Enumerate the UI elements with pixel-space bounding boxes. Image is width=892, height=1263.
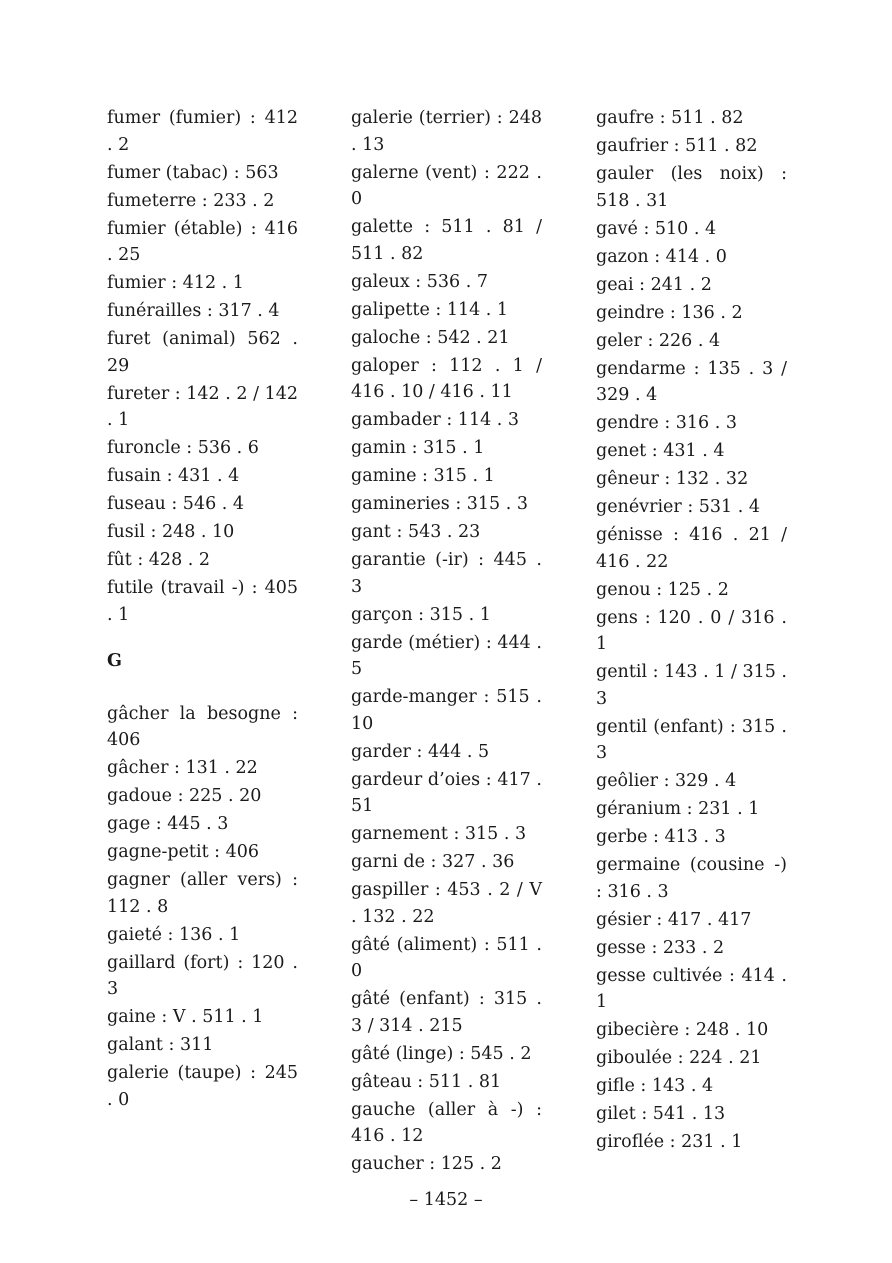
index-entry: galerie (terrier) : 248 . 13 <box>351 108 542 155</box>
index-entry: fût : 428 . 2 <box>107 550 211 570</box>
index-entry: garni de : 327 . 36 <box>351 852 515 872</box>
index-entry: gâteau : 511 . 81 <box>351 1071 502 1092</box>
index-entry: gaine : V . 511 . 1 <box>107 1007 264 1027</box>
index-entry: gifle : 143 . 4 <box>596 1076 714 1096</box>
index-entry: gamin : 315 . 1 <box>351 438 485 458</box>
index-entry: gazon : 414 . 0 <box>596 246 727 267</box>
index-entry: galerie (taupe) : 245 . 0 <box>107 1063 298 1110</box>
index-entry: galette : 511 . 81 / 511 . 82 <box>351 217 542 264</box>
index-entry: gamineries : 315 . 3 <box>351 494 528 514</box>
index-entry: gésier : 417 . 417 <box>596 909 752 930</box>
index-entry: gentil (enfant) : 315 . 3 <box>596 716 787 763</box>
index-entry: gavé : 510 . 4 <box>596 218 717 239</box>
index-entry: gaufre : 511 . 82 <box>596 108 744 128</box>
index-entry: gambader : 114 . 3 <box>351 410 520 430</box>
entry-group <box>107 105 298 628</box>
index-entry: giroflée : 231 . 1 <box>596 1132 743 1152</box>
index-entry: gaieté : 136 . 1 <box>107 924 241 945</box>
index-entry: garde-manger : 515 . 10 <box>351 687 542 734</box>
index-entry: gêneur : 132 . 32 <box>596 469 749 489</box>
index-entry: gendre : 316 . 3 <box>596 413 737 433</box>
index-column-1 <box>107 105 298 1115</box>
index-entry: fumier : 412 . 1 <box>107 273 244 293</box>
index-entry: gâcher : 131 . 22 <box>107 758 258 778</box>
index-entry: geôlier : 329 . 4 <box>596 771 737 791</box>
index-entry: garçon : 315 . 1 <box>351 604 491 625</box>
index-entry: fumer (tabac) : 563 <box>107 162 279 183</box>
index-entry: garder : 444 . 5 <box>351 741 490 762</box>
index-entry: génisse : 416 . 21 / 416 . 22 <box>596 525 787 572</box>
index-entry: gens : 120 . 0 / 316 . 1 <box>596 607 787 654</box>
index-entry: galipette : 114 . 1 <box>351 299 509 320</box>
index-entry: fumer (fumier) : 412 . 2 <box>107 108 298 155</box>
index-entry: garantie (-ir) : 445 . 3 <box>351 550 542 597</box>
index-entry: gaillard (fort) : 120 . 3 <box>107 952 298 999</box>
index-entry: gardeur d’oies : 417 . 51 <box>351 769 542 816</box>
index-entry: fuseau : 546 . 4 <box>107 494 245 514</box>
index-entry: funérailles : 317 . 4 <box>107 301 280 321</box>
index-entry: geindre : 136 . 2 <box>596 302 743 323</box>
index-entry: furoncle : 536 . 6 <box>107 438 259 458</box>
index-entry: géranium : 231 . 1 <box>596 799 760 819</box>
index-entry: gagne-petit : 406 <box>107 842 260 862</box>
index-column-3 <box>596 105 787 1157</box>
index-entry: galoche : 542 . 21 <box>351 327 510 348</box>
index-entry: gerbe : 413 . 3 <box>596 827 726 847</box>
index-entry: gâté (aliment) : 511 . 0 <box>351 934 542 981</box>
index-entry: gaspiller : 453 . 2 / V . 132 . 22 <box>351 880 542 927</box>
index-entry: galerne (vent) : 222 . 0 <box>351 162 542 209</box>
index-entry: gâté (linge) : 545 . 2 <box>351 1043 532 1064</box>
index-entry: garnement : 315 . 3 <box>351 824 527 844</box>
index-entry: geai : 241 . 2 <box>596 274 712 295</box>
index-entry: gibecière : 248 . 10 <box>596 1020 769 1040</box>
index-entry: giboulée : 224 . 21 <box>596 1048 762 1068</box>
index-entry: gamine : 315 . 1 <box>351 466 495 486</box>
index-column-2 <box>351 105 542 1179</box>
index-entry: gâcher la besogne : 406 <box>107 703 298 750</box>
index-entry: gaucher : 125 . 2 <box>351 1154 502 1174</box>
index-entry: galant : 311 <box>107 1035 214 1055</box>
index-entry: gagner (aller vers) : 112 . 8 <box>107 870 298 917</box>
index-entry: geler : 226 . 4 <box>596 330 721 351</box>
index-entry: galoper : 112 . 1 / 416 . 10 / 416 . 11 <box>351 355 542 402</box>
index-entry: genévrier : 531 . 4 <box>596 497 761 517</box>
index-entry: garde (métier) : 444 . 5 <box>351 632 542 679</box>
index-entry: gilet : 541 . 13 <box>596 1104 726 1124</box>
entry-group <box>107 701 298 1114</box>
index-entry: gesse : 233 . 2 <box>596 937 725 958</box>
index-entry: furet (animal) 562 . 29 <box>107 329 298 376</box>
index-entry: gaufrier : 511 . 82 <box>596 136 758 156</box>
index-entry: gesse cultivée : 414 . 1 <box>596 965 787 1012</box>
index-entry: genou : 125 . 2 <box>596 579 729 600</box>
index-entry: gage : 445 . 3 <box>107 814 229 834</box>
index-entry: gant : 543 . 23 <box>351 522 481 542</box>
index-entry: fureter : 142 . 2 / 142 . 1 <box>107 383 298 430</box>
index-entry: gendarme : 135 . 3 / 329 . 4 <box>596 358 787 405</box>
index-entry: gâté (enfant) : 315 . 3 / 314 . 215 <box>351 989 542 1036</box>
index-entry: gadoue : 225 . 20 <box>107 786 262 806</box>
index-entry: gauler (les noix) : 518 . 31 <box>596 164 787 211</box>
index-entry: fumeterre : 233 . 2 <box>107 190 275 211</box>
index-entry: genet : 431 . 4 <box>596 441 725 461</box>
index-entry: galeux : 536 . 7 <box>351 271 488 292</box>
index-entry: germaine (cousine -) : 316 . 3 <box>596 855 787 902</box>
index-entry: gentil : 143 . 1 / 315 . 3 <box>596 662 787 709</box>
section-letter-heading: G <box>107 651 122 671</box>
index-entry: fusain : 431 . 4 <box>107 466 240 486</box>
index-entry: fumier (étable) : 416 . 25 <box>107 218 298 265</box>
page-number: – 1452 – <box>409 1190 483 1210</box>
index-entry: fusil : 248 . 10 <box>107 522 235 542</box>
index-entry: futile (travail -) : 405 . 1 <box>107 578 298 625</box>
index-entry: gauche (aller à -) : 416 . 12 <box>351 1099 542 1146</box>
